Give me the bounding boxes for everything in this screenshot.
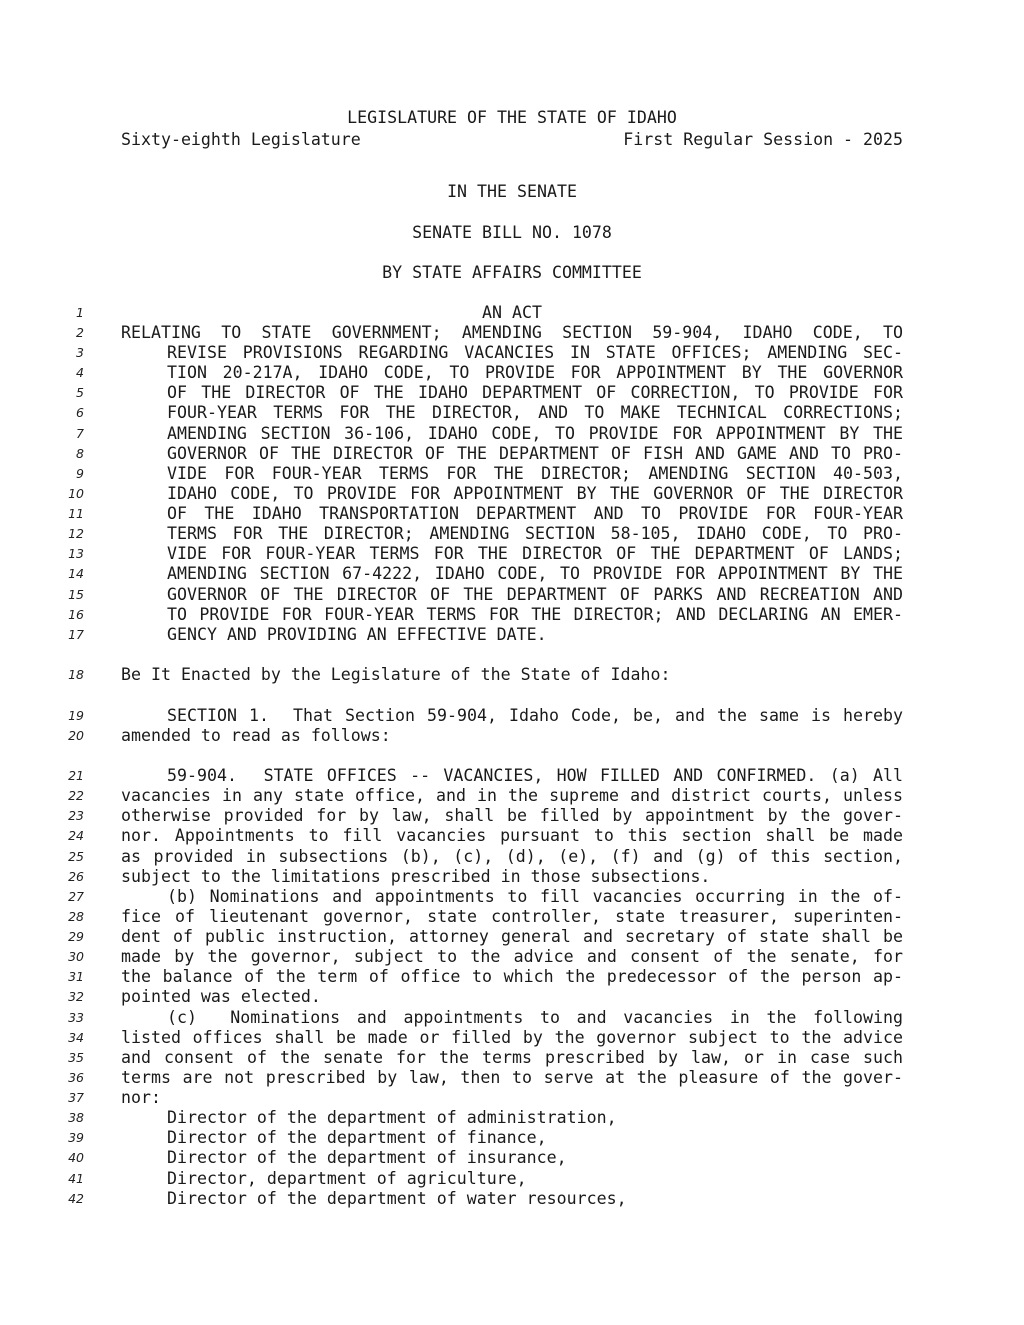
bill-line — [0, 323, 1024, 343]
line-text: OF THE DIRECTOR OF THE IDAHO DEPARTMENT OF CORRECTION, TO PROVIDE FOR — [167, 383, 903, 402]
line-text: RELATING TO STATE GOVERNMENT; AMENDING SECTION 59-904, IDAHO CODE, TO — [121, 323, 903, 342]
line-number: 10 — [68, 486, 84, 501]
line-text: and consent of the senate for the terms prescribed by law, or in case such — [121, 1048, 903, 1067]
bill-line — [0, 665, 1024, 685]
bill-line — [0, 826, 1024, 846]
bill-line — [0, 887, 1024, 907]
chamber-label: IN THE SENATE — [447, 182, 577, 201]
line-text: dent of public instruction, attorney general and secretary of state shall be — [121, 927, 903, 946]
office-list-item: Director, department of agriculture, — [167, 1169, 527, 1188]
line-number: 37 — [68, 1090, 84, 1105]
line-number: 19 — [68, 708, 84, 723]
line-text: FOUR-YEAR TERMS FOR THE DIRECTOR, AND TO MAKE TECHNICAL CORRECTIONS; — [167, 403, 903, 422]
bill-line — [0, 383, 1024, 403]
bill-line — [0, 504, 1024, 524]
bill-line — [0, 564, 1024, 584]
line-number: 23 — [68, 808, 84, 823]
line-number: 32 — [68, 989, 84, 1004]
bill-line — [0, 1128, 1024, 1148]
line-number: 27 — [68, 889, 84, 904]
bill-line — [0, 1008, 1024, 1028]
line-text: made by the governor, subject to the advice and consent of the senate, for — [121, 947, 903, 966]
line-number: 3 — [76, 345, 84, 360]
line-text: IDAHO CODE, TO PROVIDE FOR APPOINTMENT BY THE GOVERNOR OF THE DIRECTOR — [167, 484, 903, 503]
line-number: 25 — [68, 849, 84, 864]
line-number: 31 — [68, 969, 84, 984]
line-text: subject to the limitations prescribed in those subsections. — [121, 867, 711, 886]
bill-line — [0, 927, 1024, 947]
line-number: 16 — [68, 607, 84, 622]
bill-line — [0, 1108, 1024, 1128]
line-number: 7 — [76, 426, 84, 441]
bill-line — [0, 524, 1024, 544]
enacting-clause: Be It Enacted by the Legislature of the State of Idaho: — [121, 665, 671, 684]
line-text: AMENDING SECTION 36-106, IDAHO CODE, TO PROVIDE FOR APPOINTMENT BY THE — [167, 424, 903, 443]
bill-line — [0, 1088, 1024, 1108]
line-text: as provided in subsections (b), (c), (d), (e), (f) and (g) of this section, — [121, 847, 903, 866]
line-number: 38 — [68, 1110, 84, 1125]
bill-line — [0, 726, 1024, 746]
bill-line — [0, 1189, 1024, 1209]
bill-line — [0, 766, 1024, 786]
line-number: 2 — [76, 325, 84, 340]
line-text: GENCY AND PROVIDING AN EFFECTIVE DATE. — [167, 625, 547, 644]
office-list-item: Director of the department of insurance, — [167, 1148, 567, 1167]
line-number: 9 — [76, 466, 84, 481]
line-text: GOVERNOR OF THE DIRECTOR OF THE DEPARTMENT OF FISH AND GAME AND TO PRO- — [167, 444, 903, 463]
line-number: 29 — [68, 929, 84, 944]
bill-line — [0, 867, 1024, 887]
line-text: the balance of the term of office to which the predecessor of the person ap- — [121, 967, 903, 986]
line-text: nor. Appointments to fill vacancies pursuant to this section shall be made — [121, 826, 903, 845]
line-number: 35 — [68, 1050, 84, 1065]
bill-line — [0, 403, 1024, 423]
legislature-title: LEGISLATURE OF THE STATE OF IDAHO — [347, 108, 677, 127]
bill-line — [0, 585, 1024, 605]
line-text: pointed was elected. — [121, 987, 321, 1006]
line-text: REVISE PROVISIONS REGARDING VACANCIES IN STATE OFFICES; AMENDING SEC- — [167, 343, 903, 362]
line-number: 17 — [68, 627, 84, 642]
line-number: 20 — [68, 728, 84, 743]
line-text: GOVERNOR OF THE DIRECTOR OF THE DEPARTMENT OF PARKS AND RECREATION AND — [167, 585, 903, 604]
bill-line — [0, 363, 1024, 383]
line-text: VIDE FOR FOUR-YEAR TERMS FOR THE DIRECTOR; AMENDING SECTION 40-503, — [167, 464, 903, 483]
line-number: 18 — [68, 667, 84, 682]
line-number: 13 — [68, 546, 84, 561]
line-number: 24 — [68, 828, 84, 843]
bill-line — [0, 343, 1024, 363]
bill-line — [0, 1048, 1024, 1068]
line-number: 40 — [68, 1150, 84, 1165]
line-number: 34 — [68, 1030, 84, 1045]
bill-line — [0, 786, 1024, 806]
session-line — [121, 130, 903, 150]
line-number: 14 — [68, 566, 84, 581]
line-text: SECTION 1. That Section 59-904, Idaho Code, be, and the same is hereby — [167, 706, 903, 725]
office-list-item: Director of the department of water resources, — [167, 1189, 627, 1208]
line-text: vacancies in any state office, and in the supreme and district courts, unless — [121, 786, 903, 805]
bill-line — [0, 484, 1024, 504]
line-text: VIDE FOR FOUR-YEAR TERMS FOR THE DIRECTOR OF THE DEPARTMENT OF LANDS; — [167, 544, 903, 563]
line-text: 59-904. STATE OFFICES -- VACANCIES, HOW FILLED AND CONFIRMED. (a) All — [167, 766, 903, 785]
line-number: 12 — [68, 526, 84, 541]
bill-line — [0, 1169, 1024, 1189]
line-number: 1 — [76, 305, 84, 320]
act-title: AN ACT — [482, 303, 542, 322]
line-text: otherwise provided for by law, shall be filled by appointment by the gover- — [121, 806, 903, 825]
line-number: 8 — [76, 446, 84, 461]
line-text: nor: — [121, 1088, 161, 1107]
line-number: 41 — [68, 1171, 84, 1186]
line-text: AMENDING SECTION 67-4222, IDAHO CODE, TO PROVIDE FOR APPOINTMENT BY THE — [167, 564, 903, 583]
line-number: 33 — [68, 1010, 84, 1025]
bill-line — [0, 987, 1024, 1007]
line-text: listed offices shall be made or filled by the governor subject to the advice — [121, 1028, 903, 1047]
bill-line — [0, 444, 1024, 464]
bill-line — [0, 706, 1024, 726]
office-list-item: Director of the department of administration, — [167, 1108, 617, 1127]
line-text: OF THE IDAHO TRANSPORTATION DEPARTMENT AND TO PROVIDE FOR FOUR-YEAR — [167, 504, 903, 523]
line-text: TO PROVIDE FOR FOUR-YEAR TERMS FOR THE DIRECTOR; AND DECLARING AN EMER- — [167, 605, 903, 624]
line-text: amended to read as follows: — [121, 726, 391, 745]
line-text: TION 20-217A, IDAHO CODE, TO PROVIDE FOR APPOINTMENT BY THE GOVERNOR — [167, 363, 903, 382]
bill-line — [0, 303, 1024, 323]
line-number: 42 — [68, 1191, 84, 1206]
line-number: 21 — [68, 768, 84, 783]
bill-line — [0, 1148, 1024, 1168]
line-number: 26 — [68, 869, 84, 884]
sponsor-label: BY STATE AFFAIRS COMMITTEE — [382, 263, 642, 282]
line-number: 28 — [68, 909, 84, 924]
bill-number: SENATE BILL NO. 1078 — [412, 223, 612, 242]
bill-line — [0, 625, 1024, 645]
bill-line — [0, 907, 1024, 927]
bill-line — [0, 1068, 1024, 1088]
line-number: 36 — [68, 1070, 84, 1085]
line-number: 30 — [68, 949, 84, 964]
line-number: 22 — [68, 788, 84, 803]
legislature-number: Sixty-eighth Legislature — [121, 130, 361, 149]
office-list-item: Director of the department of finance, — [167, 1128, 547, 1147]
line-number: 39 — [68, 1130, 84, 1145]
bill-line — [0, 605, 1024, 625]
bill-line — [0, 1028, 1024, 1048]
line-number: 4 — [76, 365, 84, 380]
bill-line — [0, 847, 1024, 867]
line-number: 6 — [76, 405, 84, 420]
session-label: First Regular Session - 2025 — [623, 130, 903, 149]
bill-line — [0, 464, 1024, 484]
bill-line — [0, 947, 1024, 967]
bill-line — [0, 967, 1024, 987]
line-text: TERMS FOR THE DIRECTOR; AMENDING SECTION 58-105, IDAHO CODE, TO PRO- — [167, 524, 903, 543]
line-number: 11 — [68, 506, 84, 521]
bill-line — [0, 544, 1024, 564]
bill-line — [0, 424, 1024, 444]
line-number: 5 — [76, 385, 84, 400]
line-text: fice of lieutenant governor, state controller, state treasurer, superinten- — [121, 907, 903, 926]
line-text: (c) Nominations and appointments to and vacancies in the following — [167, 1008, 903, 1027]
line-text: terms are not prescribed by law, then to serve at the pleasure of the gover- — [121, 1068, 903, 1087]
bill-line — [0, 806, 1024, 826]
line-number: 15 — [68, 587, 84, 602]
line-text: (b) Nominations and appointments to fill vacancies occurring in the of- — [167, 887, 903, 906]
